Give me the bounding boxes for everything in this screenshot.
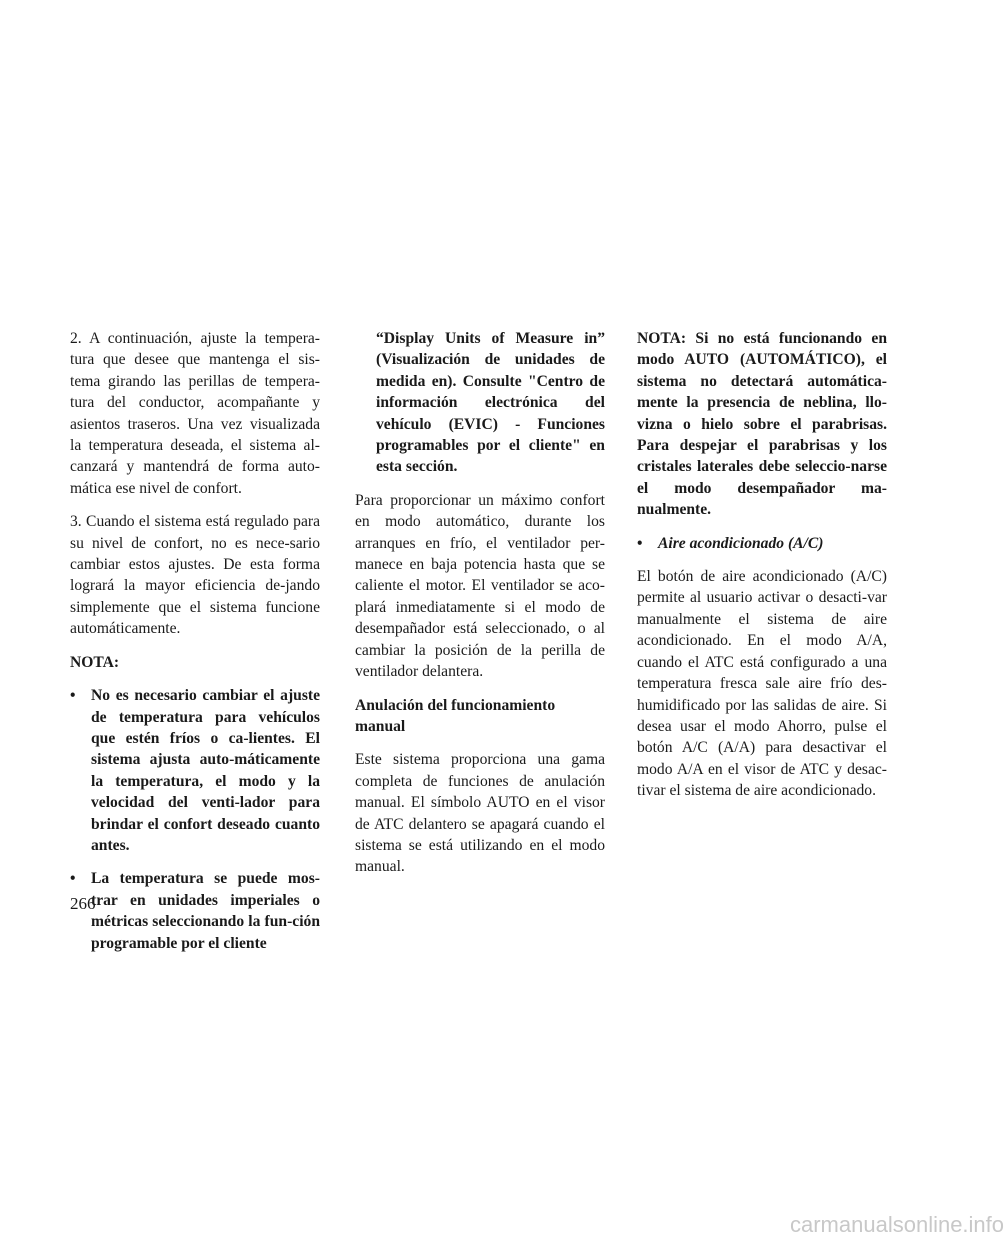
- note-bullet-2-text: La temperatura se puede mos-trar en unidades imperiales o métricas seleccionando la fun-ción programable por el cliente: [91, 870, 320, 952]
- note-bullet-2: [70, 868, 320, 954]
- bullet-icon: •: [70, 870, 76, 888]
- bullet-icon: •: [70, 687, 76, 705]
- note-label: NOTA:: [70, 653, 120, 671]
- section-heading-manual-override: Anulación del funcionamiento manual: [355, 696, 556, 735]
- paragraph-step-3: 3. Cuando el sistema está regulado para su nivel de confort, no es nece-sario cambiar estos ajustes. De esta forma logrará la mayor eficiencia de-jando simplemente que el sistema funcione automáticamente.: [70, 513, 320, 638]
- paragraph-ac-button: El botón de aire acondicionado (A/C) permite al usuario activar o desacti-var manualmente el sistema de aire acondicionado. En el modo A/A, cuando el ATC está configurado a una temperatura fresca sale aire frío des-humidificado por las salidas de aire. Si desea usar el modo Ahorro, pulse el botón A/C (A/A) para desactivar el modo A/A en el visor de ATC y desac-tivar el sistema de aire acondicionado.: [637, 568, 887, 800]
- column-middle: [355, 328, 605, 890]
- page-number: 266: [70, 894, 96, 913]
- paragraph-manual-override: Este sistema proporciona una gama completa de funciones de anulación manual. El símbolo AUTO en el visor de ATC delantero se apagará cuando el sistema se está utilizando en el modo manual.: [355, 751, 605, 876]
- bullet-icon: •: [637, 534, 643, 552]
- paragraph-cold-start: Para proporcionar un máximo confort en modo automático, durante los arranques en frío, el ventilador per-manece en baja potencia hasta que se caliente el motor. El ventilador se aco-plará inmediatamente si el modo de desempañador está seleccionado, o al cambiar la posición de la perilla de ventilador delantera.: [355, 491, 605, 681]
- note-defrost: NOTA: Si no está funcionando en modo AUTO (AUTOMÁTICO), el sistema no detectará automática-mente la presencia de neblina, llo-vizna o hielo sobre el parabrisas. Para despejar el parabrisas y los cristales laterales debe seleccio-narse el modo desempañador ma-nualmente.: [637, 330, 887, 519]
- note-bullet-1-text: No es necesario cambiar el ajuste de temperatura para vehículos que estén fríos o ca-lientes. El sistema ajusta auto-máticamente la temperatura, el modo y la velocidad del venti-lador para brindar el confort deseado cuanto antes.: [91, 687, 320, 854]
- ac-bullet: [637, 533, 887, 554]
- note-bullet-2-continued: “Display Units of Measure in” (Visualización de unidades de medida en). Consulte "Centro de información electrónica del vehículo (EVIC) - Funciones programables por el cliente" en esta sección.: [376, 330, 605, 476]
- ac-bullet-heading: Aire acondicionado (A/C): [658, 534, 824, 552]
- paragraph-step-2: 2. A continuación, ajuste la tempera-tura que desee que mantenga el sis-tema girando las perillas de tempera-tura del conductor, acompañante y asientos traseros. Una vez visualizada la temperatura deseada, el sistema al-canzará y mantendrá de forma auto-mática ese nivel de confort.: [70, 330, 320, 497]
- note-bullet-1: [70, 685, 320, 856]
- footer-watermark: carmanualsonline.info: [790, 1212, 1004, 1237]
- column-left: [70, 328, 320, 966]
- column-right: [637, 328, 887, 814]
